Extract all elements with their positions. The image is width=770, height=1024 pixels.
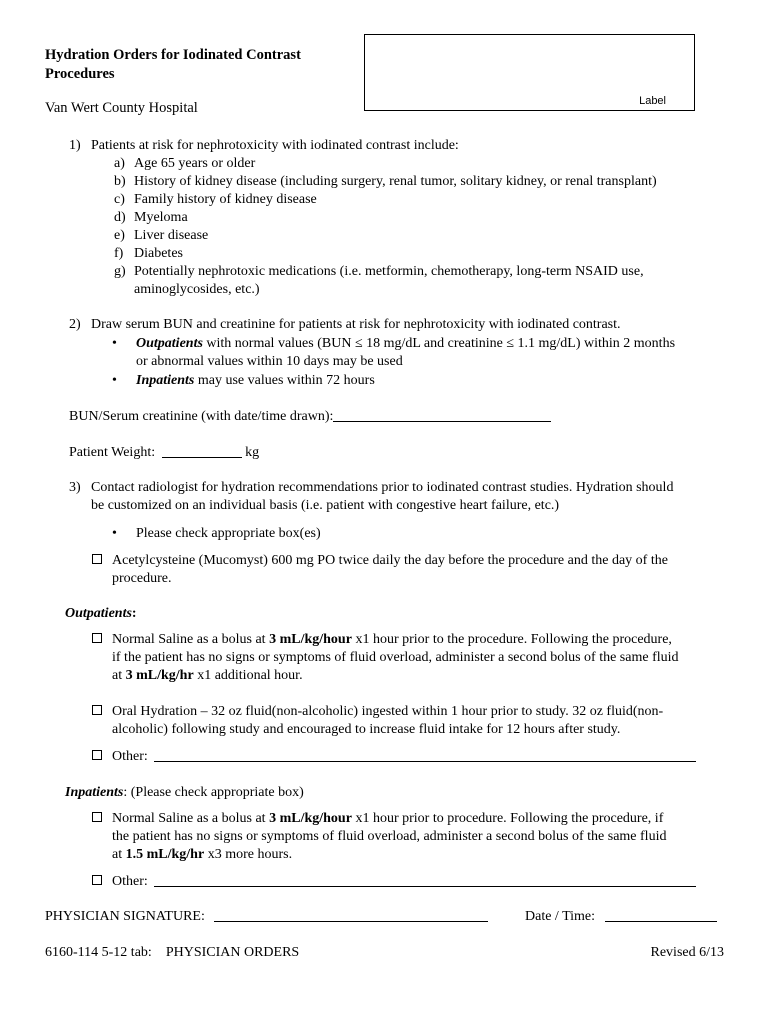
outpatient-other-option: Other: <box>92 748 696 766</box>
physician-signature-row <box>45 908 488 926</box>
check-note: • Please check appropriate box(es) <box>112 526 321 541</box>
datetime-label: Date / Time: <box>525 909 596 924</box>
datetime-field[interactable] <box>605 909 717 922</box>
form-title-line2: Procedures <box>45 66 115 82</box>
form-title <box>45 46 301 84</box>
outpatient-criteria: • Outpatients with normal values (BUN ≤ 18 mg/dL and creatinine ≤ 1.1 mg/dL) within 2 months <box>112 336 676 351</box>
form-title-line1: Hydration Orders for Iodinated Contrast <box>45 47 301 63</box>
inpatient-saline-option: Normal Saline as a bolus at 3 mL/kg/hour x1 hour prior to procedure. Following the procedure, if <box>92 810 663 828</box>
list-item: c) Family history of kidney disease <box>114 192 317 207</box>
inpatient-other-checkbox[interactable] <box>92 875 102 885</box>
section3-row <box>69 479 673 497</box>
label-caption: Label <box>639 95 666 107</box>
oral-hydration-line2: alcoholic) following study and encouraged to increase fluid intake for 12 hours after study. <box>112 722 621 737</box>
oral-hydration-option: Oral Hydration – 32 oz fluid(non-alcoholic) ingested within 1 hour prior to study. 32 oz fluid(non- <box>92 703 663 721</box>
bullet-icon: • <box>112 526 117 541</box>
physician-signature-field[interactable] <box>214 909 488 922</box>
acetylcysteine-cont: procedure. <box>112 571 172 586</box>
outpatient-saline-line3: at 3 mL/kg/hr x1 additional hour. <box>112 668 303 683</box>
acetylcysteine-option: Acetylcysteine (Mucomyst) 600 mg PO twice daily the day before the procedure and the day of the <box>92 552 668 570</box>
inpatient-other-field[interactable] <box>154 874 696 887</box>
bullet-icon: • <box>112 373 117 388</box>
weight-field[interactable] <box>162 445 242 458</box>
bun-creatinine-row <box>69 408 551 426</box>
outpatient-other-field[interactable] <box>154 749 696 762</box>
outpatient-other-checkbox[interactable] <box>92 750 102 760</box>
acetylcysteine-checkbox[interactable] <box>92 554 102 564</box>
inpatient-other-option: Other: <box>92 873 696 891</box>
list-item: d) Myeloma <box>114 210 188 225</box>
list-item: f) Diabetes <box>114 246 183 261</box>
section3-line1: Contact radiologist for hydration recommendations prior to iodinated contrast studies. Hydration should <box>91 480 674 495</box>
outpatients-heading: Outpatients: <box>65 606 137 621</box>
form-tab: PHYSICIAN ORDERS <box>165 945 300 960</box>
list-item: b) History of kidney disease (including surgery, renal tumor, solitary kidney, or renal transplant) <box>114 174 657 189</box>
section2-intro: Draw serum BUN and creatinine for patients at risk for nephrotoxicity with iodinated contrast. <box>91 317 621 332</box>
weight-row <box>69 444 259 462</box>
hospital-name: Van Wert County Hospital <box>45 100 198 116</box>
section2-number: 2) <box>69 317 81 332</box>
bun-creatinine-field[interactable] <box>333 409 551 422</box>
revised-date: Revised 6/13 <box>650 945 724 960</box>
outpatient-saline-checkbox[interactable] <box>92 633 102 643</box>
list-item: a) Age 65 years or older <box>114 156 256 171</box>
section1-number: 1) <box>69 138 81 153</box>
inpatients-heading: Inpatients: (Please check appropriate box) <box>65 785 304 800</box>
weight-unit: kg <box>245 445 260 460</box>
inpatient-criteria: • Inpatients may use values within 72 hours <box>112 373 375 388</box>
outpatient-saline-option: Normal Saline as a bolus at 3 mL/kg/hour x1 hour prior to the procedure. Following the procedure, <box>92 631 672 649</box>
section3-number: 3) <box>69 480 81 495</box>
bun-label: BUN/Serum creatinine (with date/time drawn): <box>69 409 334 424</box>
datetime-row <box>525 908 717 926</box>
list-item-continuation: aminoglycosides, etc.) <box>134 282 260 297</box>
inpatient-saline-line2: the patient has no signs or symptoms of fluid overload, administer a second bolus of the same fluid <box>112 829 667 844</box>
signature-label: PHYSICIAN SIGNATURE: <box>45 909 205 924</box>
section1-intro-row <box>69 137 459 155</box>
form-code: 6160-114 5-12 tab: <box>45 945 152 960</box>
inpatient-saline-checkbox[interactable] <box>92 812 102 822</box>
list-item: e) Liver disease <box>114 228 209 243</box>
section2-intro-row <box>69 316 621 334</box>
risk-factor-list <box>114 155 657 299</box>
patient-label-box <box>364 34 695 111</box>
weight-label: Patient Weight: <box>69 445 156 460</box>
outpatient-saline-line2: if the patient has no signs or symptoms of fluid overload, administer a second bolus of the same fluid <box>112 650 679 665</box>
section1-intro: Patients at risk for nephrotoxicity with iodinated contrast include: <box>91 138 459 153</box>
oral-hydration-checkbox[interactable] <box>92 705 102 715</box>
list-item: g) Potentially nephrotoxic medications (i.e. metformin, chemotherapy, long-term NSAID use, <box>114 264 644 279</box>
outpatient-criteria-cont: or abnormal values within 10 days may be used <box>136 354 403 369</box>
form-code-row <box>45 944 299 962</box>
inpatient-saline-line3: at 1.5 mL/kg/hr x3 more hours. <box>112 847 293 862</box>
bullet-icon: • <box>112 336 117 351</box>
section3-line2: be customized on an individual basis (i.e. patient with congestive heart failure, etc.) <box>91 498 560 513</box>
